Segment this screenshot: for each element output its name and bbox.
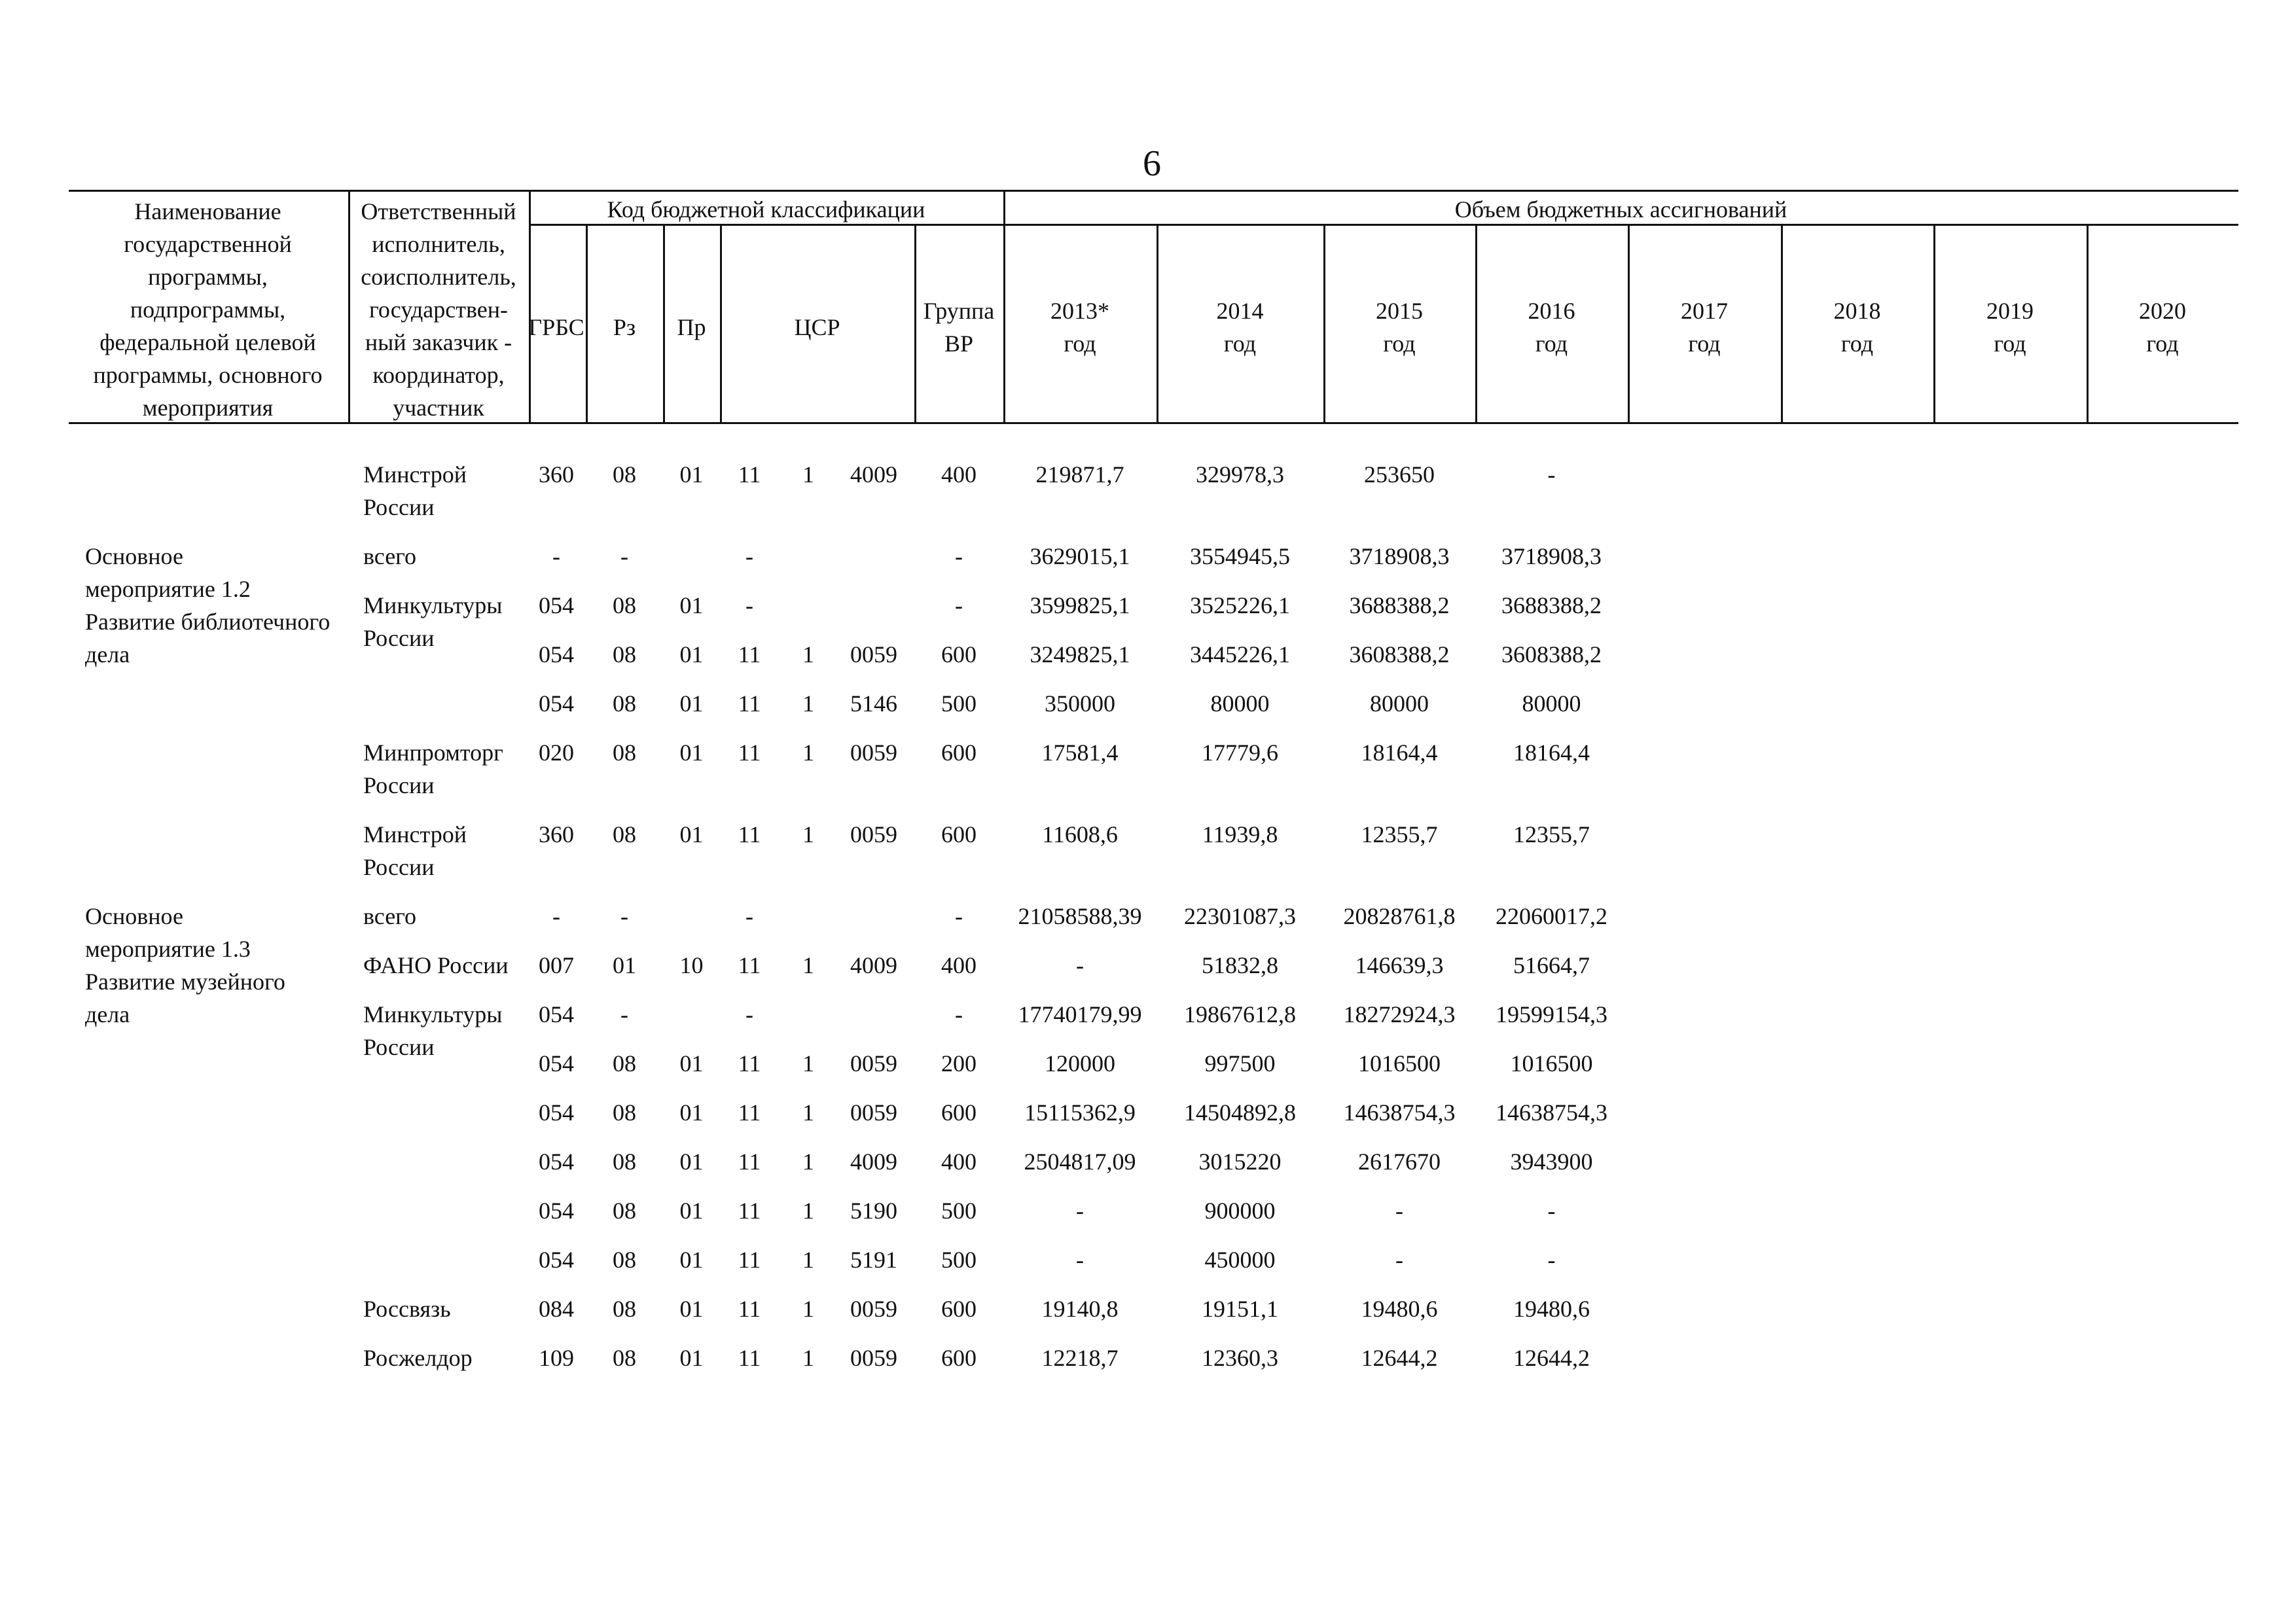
row-csr2: 1 (802, 1050, 814, 1077)
row-csr1: 11 (738, 1198, 761, 1224)
header-year-unit: год (1064, 330, 1096, 357)
row-rz: 08 (613, 592, 636, 618)
row-csr1: 11 (738, 1099, 761, 1126)
row-csr2: 1 (802, 952, 814, 978)
row-csr3: 0059 (850, 821, 897, 847)
row-v2015: 3688388,2 (1349, 592, 1450, 618)
header-volume: Объем бюджетных ассигнований (1454, 196, 1787, 223)
row-v2015: 3608388,2 (1349, 641, 1450, 668)
header-name-line: подпрограммы, (130, 296, 286, 323)
row-vr: 400 (941, 952, 977, 978)
row-rz: - (620, 903, 628, 929)
row-vr: 600 (941, 1099, 977, 1126)
table-row (0, 736, 2296, 798)
group-name-line: Развитие музейного (85, 969, 285, 995)
row-vr: - (955, 903, 963, 929)
row-v2013: 350000 (1045, 690, 1115, 717)
group-name (85, 540, 347, 671)
row-v2016: 19480,6 (1513, 1296, 1590, 1322)
row-responsible (363, 736, 527, 802)
row-v2014: 900000 (1204, 1198, 1276, 1224)
row-v2014: 19151,1 (1202, 1296, 1278, 1322)
header-vr-line: Группа (923, 298, 995, 324)
row-v2013: 17581,4 (1041, 740, 1119, 766)
row-v2013: 19140,8 (1041, 1296, 1119, 1322)
row-csr3: 0059 (850, 641, 897, 668)
row-pr: 01 (679, 1149, 704, 1175)
row-grbs: 054 (539, 690, 574, 717)
header-year-unit: год (1535, 330, 1568, 357)
row-responsible (363, 540, 527, 573)
table-row (0, 1342, 2296, 1381)
row-v2014: 3445226,1 (1190, 641, 1290, 668)
header-vr-line: ВР (944, 330, 974, 357)
header-year-value: 2020 (2139, 298, 2186, 324)
row-v2015: 12644,2 (1361, 1345, 1438, 1371)
row-csr1: 11 (738, 740, 761, 766)
row-csr2: 1 (802, 1345, 814, 1371)
row-v2014: 3525226,1 (1190, 592, 1290, 618)
header-name-column (69, 195, 347, 424)
table-row (0, 818, 2296, 880)
row-responsible-line: всего (363, 903, 417, 929)
row-v2016: 12355,7 (1513, 821, 1590, 847)
row-responsible-line: Россвязь (363, 1296, 451, 1322)
header-grbs: ГРБС (528, 314, 584, 340)
table-row (0, 687, 2296, 726)
row-grbs: 109 (539, 1345, 574, 1371)
header-year-2014 (1157, 294, 1323, 360)
row-csr3: 0059 (850, 740, 897, 766)
header-name-line: государственной (124, 231, 292, 257)
group-name (85, 900, 347, 1031)
row-v2016: 19599154,3 (1496, 1001, 1607, 1027)
row-rz: 01 (613, 952, 636, 978)
row-rz: 08 (613, 461, 636, 488)
table-row (0, 1194, 2296, 1234)
row-csr2: 1 (802, 821, 814, 847)
row-v2013: - (1076, 952, 1084, 978)
row-v2014: 11939,8 (1202, 821, 1278, 847)
header-top-rule (69, 190, 2238, 192)
header-year-2018 (1781, 294, 1933, 360)
row-v2014: 51832,8 (1202, 952, 1278, 978)
row-grbs: 054 (539, 1099, 574, 1126)
row-vr: 200 (941, 1050, 977, 1077)
header-name-line: мероприятия (142, 395, 274, 421)
header-name-line: федеральной целевой (99, 329, 316, 355)
row-grbs: - (552, 903, 560, 929)
row-v2016: 12644,2 (1513, 1345, 1590, 1371)
row-grbs: 054 (539, 1050, 574, 1077)
row-csr3: 0059 (850, 1345, 897, 1371)
row-vr: 400 (941, 1149, 977, 1175)
row-v2014: 3015220 (1198, 1149, 1282, 1175)
row-v2016: 80000 (1522, 690, 1581, 717)
row-csr1: - (745, 903, 753, 929)
header-year-value: 2019 (1986, 298, 2034, 324)
header-name-line: программы, (148, 264, 268, 290)
header-year-unit: год (1223, 330, 1257, 357)
header-year-value: 2015 (1376, 298, 1423, 324)
row-rz: 08 (613, 1345, 636, 1371)
row-v2016: 18164,4 (1513, 740, 1590, 766)
header-year-value: 2017 (1681, 298, 1728, 324)
header-year-unit: год (1383, 330, 1416, 357)
table-row (0, 1293, 2296, 1332)
row-pr: 10 (679, 952, 704, 978)
row-pr: 01 (679, 1198, 704, 1224)
row-csr3: 4009 (850, 461, 897, 488)
row-rz: - (620, 1001, 628, 1027)
row-vr: - (955, 1001, 963, 1027)
row-csr3: 5146 (850, 690, 897, 717)
row-responsible-line: России (363, 494, 435, 520)
row-v2013: 15115362,9 (1024, 1099, 1136, 1126)
header-responsible-line: исполнитель, (372, 231, 505, 257)
row-rz: 08 (613, 1149, 636, 1175)
row-v2013: 11608,6 (1042, 821, 1118, 847)
row-responsible-line: Росжелдор (363, 1345, 473, 1371)
row-csr3: 0059 (850, 1050, 897, 1077)
row-v2013: 3629015,1 (1030, 543, 1130, 569)
group-name-line: мероприятие 1.3 (85, 936, 251, 962)
row-v2014: 80000 (1210, 690, 1270, 717)
row-vr: 600 (941, 740, 977, 766)
row-grbs: - (552, 543, 560, 569)
row-v2013: 21058588,39 (1018, 903, 1142, 929)
row-v2015: 12355,7 (1361, 821, 1438, 847)
row-v2013: - (1076, 1198, 1084, 1224)
row-v2015: 3718908,3 (1349, 543, 1450, 569)
row-v2016: 14638754,3 (1496, 1099, 1607, 1126)
row-responsible-line: России (363, 854, 435, 880)
row-grbs: 054 (539, 1247, 574, 1273)
row-csr1: 11 (738, 690, 761, 717)
row-v2013: 120000 (1045, 1050, 1115, 1077)
group-name-line: Основное (85, 543, 183, 569)
row-vr: 500 (941, 1198, 977, 1224)
row-pr: 01 (679, 592, 704, 618)
table-row (0, 1243, 2296, 1283)
header-year-2019 (1933, 294, 2087, 360)
row-rz: 08 (613, 1296, 636, 1322)
row-rz: 08 (613, 1198, 636, 1224)
row-responsible (363, 1342, 527, 1374)
row-v2015: 18164,4 (1361, 740, 1438, 766)
row-csr3: 5190 (850, 1198, 897, 1224)
header-year-unit: год (1688, 330, 1721, 357)
row-grbs: 054 (539, 1198, 574, 1224)
header-year-2015 (1323, 294, 1475, 360)
header-vr (914, 294, 1003, 360)
header-year-value: 2018 (1833, 298, 1881, 324)
row-csr1: 11 (738, 952, 761, 978)
page-number: 6 (1143, 143, 1161, 184)
row-v2014: 450000 (1204, 1247, 1276, 1273)
row-v2014: 14504892,8 (1184, 1099, 1296, 1126)
row-responsible-line: Минкультуры (363, 592, 503, 618)
row-v2016: 3688388,2 (1501, 592, 1602, 618)
row-grbs: 054 (539, 641, 574, 668)
header-year-value: 2014 (1216, 298, 1264, 324)
row-responsible-line: России (363, 772, 435, 798)
header-responsible-line: соисполнитель, (361, 264, 516, 290)
header-year-2013 (1003, 294, 1157, 360)
row-v2013: - (1076, 1247, 1084, 1273)
row-pr: 01 (679, 690, 704, 717)
row-csr2: 1 (802, 641, 814, 668)
row-v2016: - (1547, 461, 1556, 488)
row-csr2: 1 (802, 1149, 814, 1175)
row-v2013: 3249825,1 (1030, 641, 1130, 668)
row-v2016: 3943900 (1510, 1149, 1593, 1175)
row-pr: 01 (679, 1345, 704, 1371)
row-csr3: 0059 (850, 1296, 897, 1322)
row-responsible-line: Минкультуры (363, 1001, 503, 1027)
row-responsible (363, 818, 527, 883)
row-rz: 08 (613, 1099, 636, 1126)
row-csr2: 1 (802, 690, 814, 717)
header-responsible-line: участник (393, 395, 484, 421)
group-name-line: дела (85, 641, 130, 668)
row-v2014: 17779,6 (1202, 740, 1278, 766)
row-vr: 400 (941, 461, 977, 488)
table-row (0, 1047, 2296, 1086)
header-year-unit: год (1840, 330, 1874, 357)
row-v2016: 1016500 (1510, 1050, 1593, 1077)
row-pr: 01 (679, 1050, 704, 1077)
row-rz: - (620, 543, 628, 569)
header-year-unit: год (2146, 330, 2179, 357)
row-csr2: 1 (802, 461, 814, 488)
row-pr: 01 (679, 641, 704, 668)
header-responsible-column (348, 195, 529, 424)
row-csr1: 11 (738, 461, 761, 488)
row-csr3: 0059 (850, 1099, 897, 1126)
table-row (0, 1145, 2296, 1185)
header-year-2017 (1628, 294, 1781, 360)
row-vr: 600 (941, 821, 977, 847)
row-csr1: 11 (738, 641, 761, 668)
header-name-line: Наименование (134, 198, 281, 224)
row-pr: 01 (679, 1247, 704, 1273)
row-grbs: 360 (539, 821, 574, 847)
row-v2014: 329978,3 (1196, 461, 1284, 488)
header-pr: Пр (677, 314, 706, 340)
header-responsible-line: государствен- (368, 296, 509, 323)
row-responsible-line: Минпромторг (363, 740, 503, 766)
row-csr2: 1 (802, 1198, 814, 1224)
row-v2014: 12360,3 (1202, 1345, 1278, 1371)
row-csr1: - (745, 543, 753, 569)
row-pr: 01 (679, 740, 704, 766)
row-csr1: 11 (738, 1149, 761, 1175)
row-v2013: 17740179,99 (1018, 1001, 1142, 1027)
row-responsible (363, 949, 527, 982)
row-csr1: - (745, 592, 753, 618)
row-v2013: 219871,7 (1035, 461, 1124, 488)
row-csr3: 4009 (850, 952, 897, 978)
header-year-value: 2013* (1050, 298, 1109, 324)
row-responsible-line: России (363, 625, 435, 651)
row-csr2: 1 (802, 1296, 814, 1322)
row-csr2: 1 (802, 1247, 814, 1273)
row-responsible (363, 1293, 527, 1325)
header-responsible-line: Ответственный (361, 198, 516, 224)
row-csr1: - (745, 1001, 753, 1027)
row-csr1: 11 (738, 1050, 761, 1077)
row-csr2: 1 (802, 1099, 814, 1126)
row-v2013: 12218,7 (1041, 1345, 1119, 1371)
header-responsible-line: координатор, (372, 362, 505, 388)
row-csr1: 11 (738, 821, 761, 847)
row-rz: 08 (613, 1050, 636, 1077)
row-vr: 600 (941, 641, 977, 668)
row-v2015: 253650 (1364, 461, 1435, 488)
row-rz: 08 (613, 690, 636, 717)
row-pr: 01 (679, 1099, 704, 1126)
row-v2016: 3718908,3 (1501, 543, 1602, 569)
row-grbs: 054 (539, 1001, 574, 1027)
row-vr: - (955, 592, 963, 618)
row-csr1: 11 (738, 1345, 761, 1371)
row-v2015: 18272924,3 (1343, 1001, 1456, 1027)
row-v2015: - (1395, 1198, 1403, 1224)
row-grbs: 360 (539, 461, 574, 488)
row-grbs: 054 (539, 1149, 574, 1175)
row-v2015: 146639,3 (1355, 952, 1444, 978)
row-vr: - (955, 543, 963, 569)
table-row (0, 1096, 2296, 1135)
header-year-value: 2016 (1528, 298, 1575, 324)
header-responsible-line: ный заказчик - (365, 329, 512, 355)
table-row (0, 458, 2296, 520)
header-csr: ЦСР (794, 314, 840, 340)
row-v2016: - (1547, 1198, 1556, 1224)
row-csr2: 1 (802, 740, 814, 766)
row-responsible-line: Минстрой (363, 821, 467, 847)
header-year-2020 (2087, 294, 2238, 360)
row-v2016: - (1547, 1247, 1556, 1273)
row-responsible-line: России (363, 1034, 435, 1060)
row-v2015: 20828761,8 (1343, 903, 1456, 929)
row-v2015: 19480,6 (1361, 1296, 1438, 1322)
header-rz: Рз (613, 314, 636, 340)
row-v2014: 19867612,8 (1184, 1001, 1296, 1027)
row-v2016: 22060017,2 (1496, 903, 1607, 929)
header-name-line: программы, основного (93, 362, 323, 388)
row-rz: 08 (613, 1247, 636, 1273)
row-grbs: 054 (539, 592, 574, 618)
row-grbs: 084 (539, 1296, 574, 1322)
header-kbk: Код бюджетной классификации (607, 196, 925, 223)
header-year-2016 (1475, 294, 1628, 360)
row-v2015: 14638754,3 (1343, 1099, 1456, 1126)
row-vr: 600 (941, 1296, 977, 1322)
row-v2014: 3554945,5 (1190, 543, 1290, 569)
row-csr3: 4009 (850, 1149, 897, 1175)
row-pr: 01 (679, 461, 704, 488)
row-v2015: 2617670 (1358, 1149, 1441, 1175)
row-grbs: 020 (539, 740, 574, 766)
row-rz: 08 (613, 821, 636, 847)
row-responsible-line: всего (363, 543, 417, 569)
row-v2015: 80000 (1370, 690, 1429, 717)
row-vr: 500 (941, 690, 977, 717)
row-pr: 01 (679, 821, 704, 847)
group-name-line: Основное (85, 903, 183, 929)
row-responsible (363, 900, 527, 933)
row-responsible-line: Минстрой (363, 461, 467, 488)
row-pr: 01 (679, 1296, 704, 1322)
row-responsible (363, 458, 527, 524)
row-csr3: 5191 (850, 1247, 897, 1273)
row-v2015: 1016500 (1358, 1050, 1441, 1077)
row-v2013: 2504817,09 (1024, 1149, 1136, 1175)
row-v2016: 51664,7 (1513, 952, 1590, 978)
row-rz: 08 (613, 740, 636, 766)
group-name-line: Развитие библиотечного (85, 609, 331, 635)
group-name-line: мероприятие 1.2 (85, 576, 251, 602)
group-name-line: дела (85, 1001, 130, 1027)
table-header (0, 0, 2296, 458)
row-v2014: 22301087,3 (1184, 903, 1296, 929)
row-v2014: 997500 (1204, 1050, 1276, 1077)
row-rz: 08 (613, 641, 636, 668)
header-year-unit: год (1994, 330, 2026, 357)
row-responsible-line: ФАНО России (363, 952, 509, 978)
row-v2013: 3599825,1 (1030, 592, 1130, 618)
row-v2016: 3608388,2 (1501, 641, 1602, 668)
row-vr: 500 (941, 1247, 977, 1273)
row-csr1: 11 (738, 1247, 761, 1273)
row-grbs: 007 (539, 952, 574, 978)
row-v2015: - (1395, 1247, 1403, 1273)
row-vr: 600 (941, 1345, 977, 1371)
row-csr1: 11 (738, 1296, 761, 1322)
